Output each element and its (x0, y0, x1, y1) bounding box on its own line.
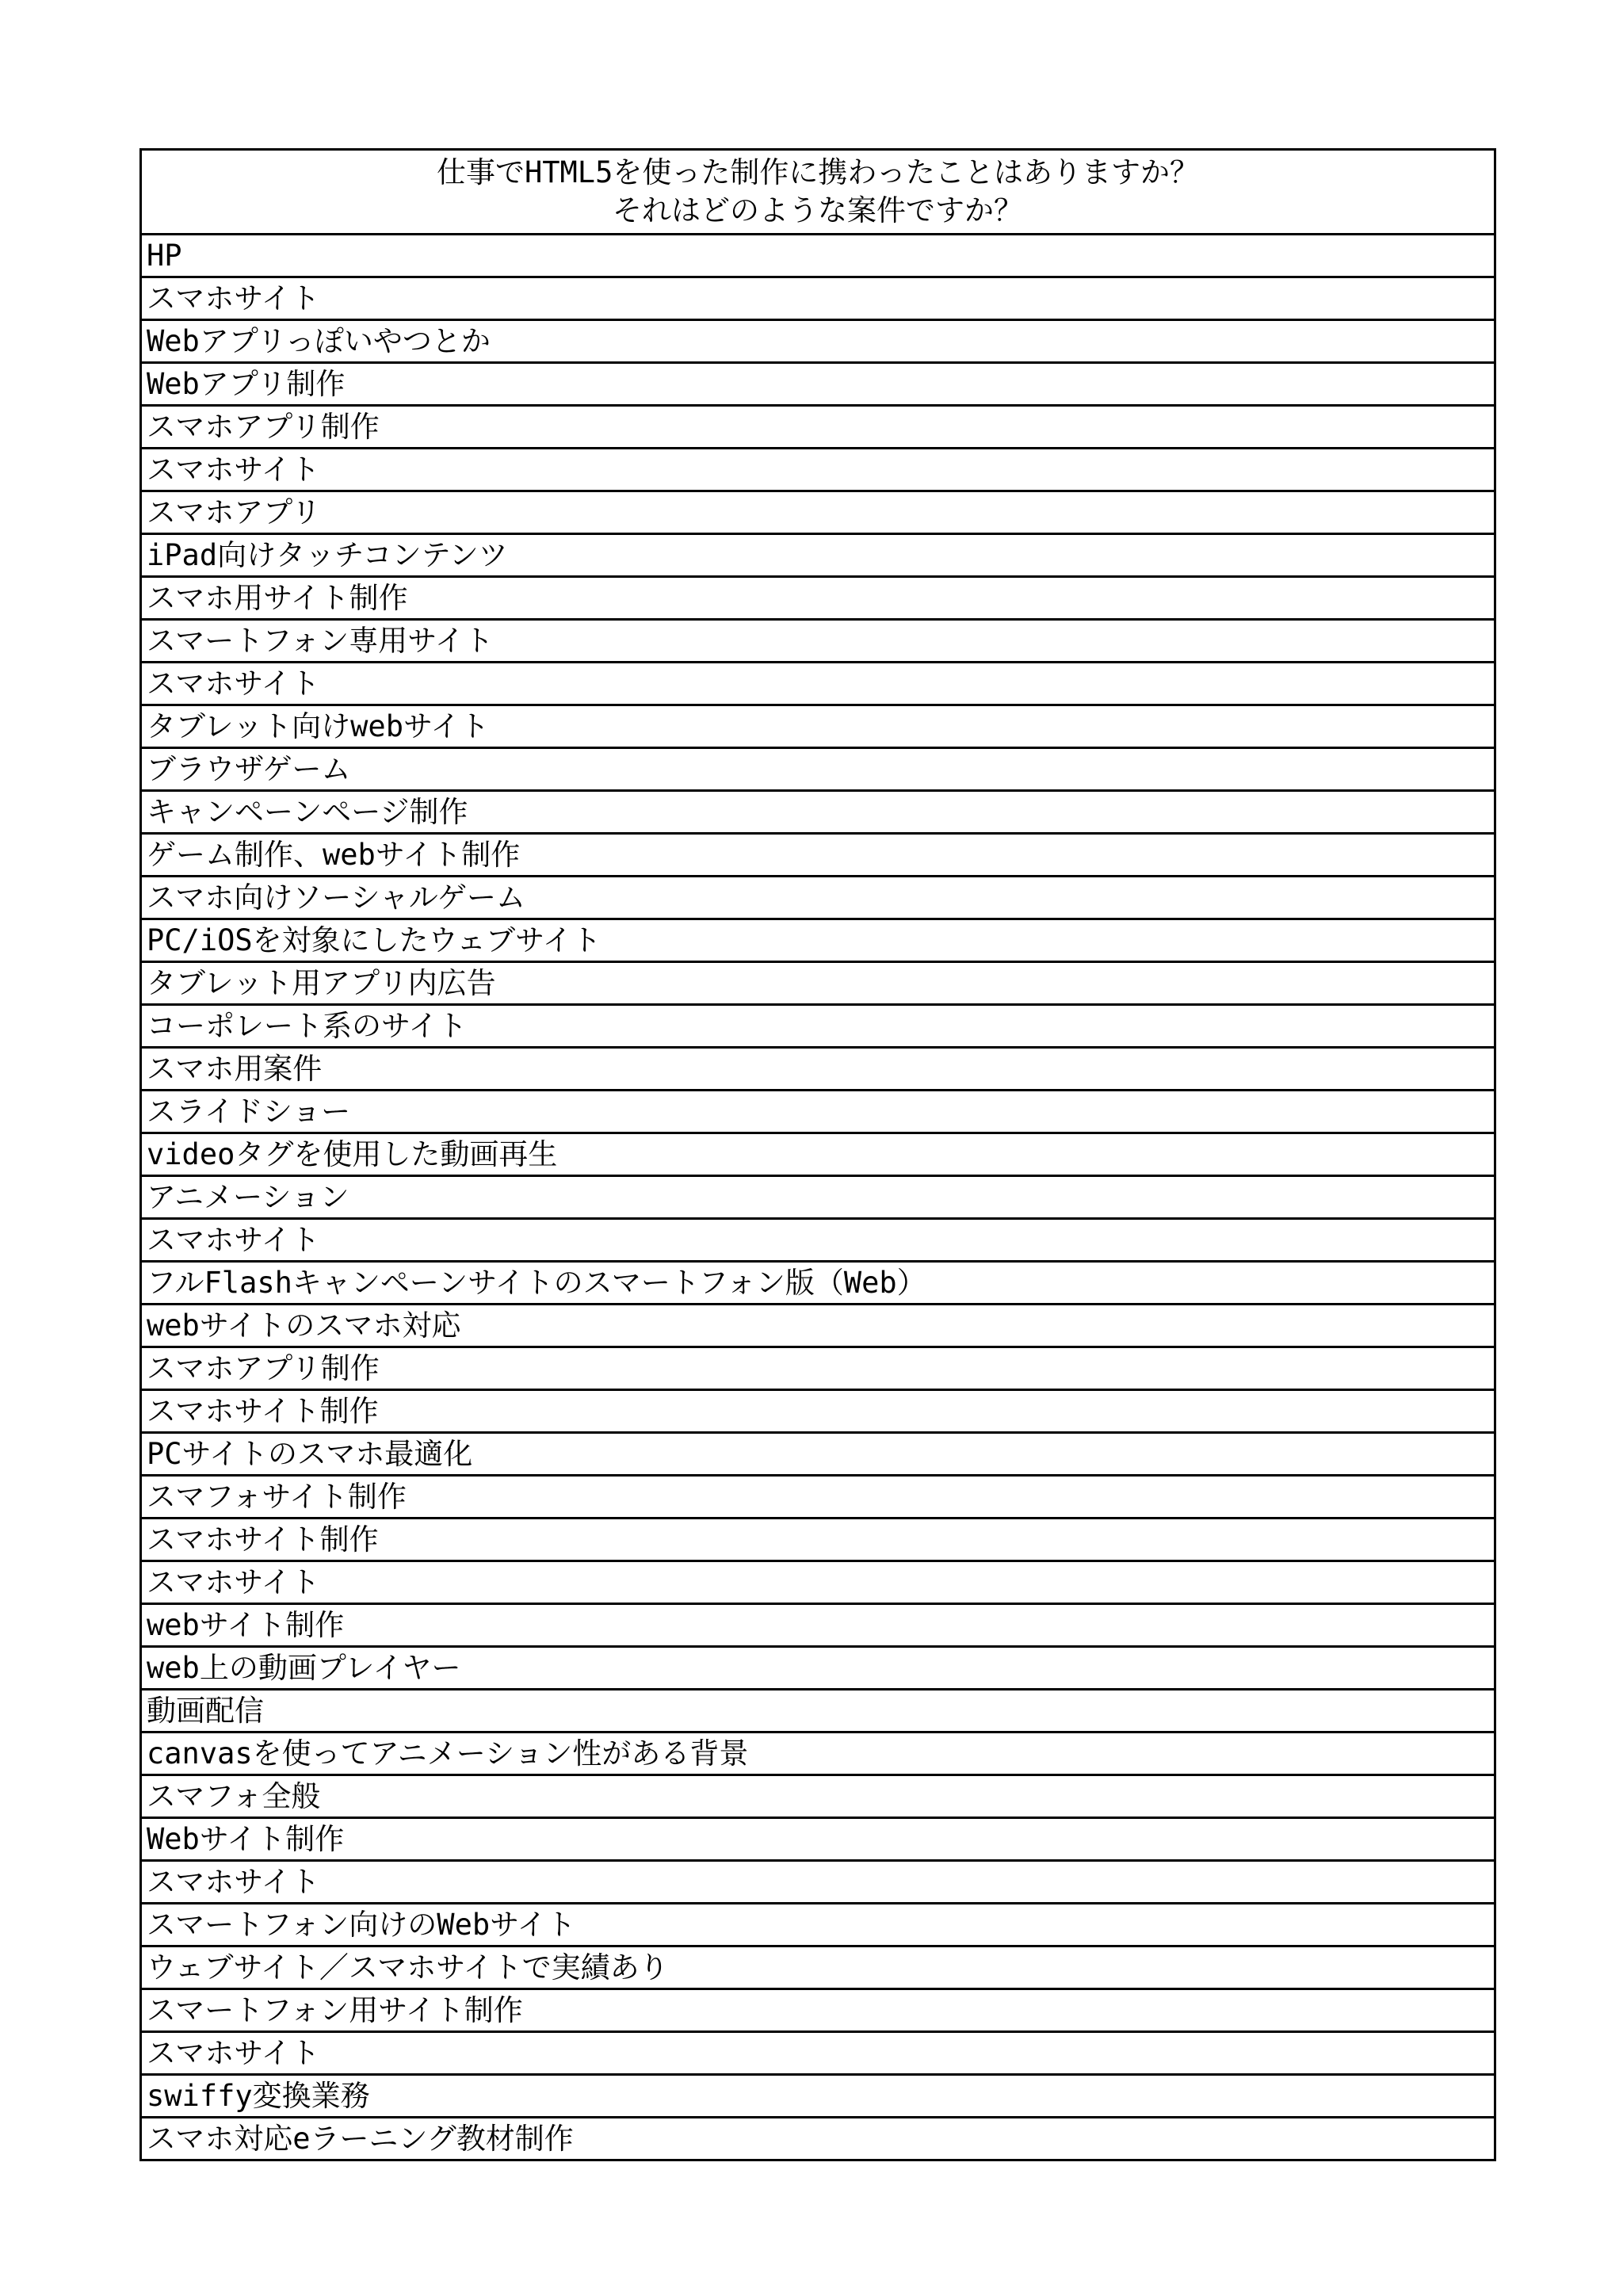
table-row (141, 1561, 1495, 1604)
table-row (141, 1818, 1495, 1861)
table-row (141, 748, 1495, 791)
response-cell: Webアプリ制作 (141, 363, 1495, 406)
table-row (141, 620, 1495, 663)
response-cell: web上の動画プレイヤー (141, 1647, 1495, 1690)
table-row (141, 877, 1495, 919)
table-row (141, 1733, 1495, 1775)
response-cell: スマートフォン向けのWebサイト (141, 1904, 1495, 1946)
response-cell: スマホアプリ制作 (141, 406, 1495, 449)
response-cell: iPad向けタッチコンテンツ (141, 534, 1495, 577)
response-cell: swiffy変換業務 (141, 2075, 1495, 2118)
response-cell: スマホサイト制作 (141, 1519, 1495, 1561)
table-row (141, 1219, 1495, 1262)
response-rows (141, 235, 1495, 2160)
table-row (141, 2075, 1495, 2118)
table-row (141, 1048, 1495, 1091)
table-row (141, 1176, 1495, 1219)
table-row (141, 1262, 1495, 1305)
table-row (141, 1904, 1495, 1946)
response-cell: タブレット用アプリ内広告 (141, 962, 1495, 1005)
response-cell: ブラウザゲーム (141, 748, 1495, 791)
response-cell: コーポレート系のサイト (141, 1005, 1495, 1048)
response-cell: スマホサイト (141, 663, 1495, 705)
table-row (141, 1690, 1495, 1733)
response-cell: スマホ対応eラーニング教材制作 (141, 2118, 1495, 2160)
table-row (141, 1476, 1495, 1519)
table-row (141, 1005, 1495, 1048)
question-header-cell (141, 150, 1495, 235)
table-row (141, 1347, 1495, 1390)
response-cell: スマホアプリ制作 (141, 1347, 1495, 1390)
response-cell: スマホ向けソーシャルゲーム (141, 877, 1495, 919)
response-cell: スマホサイト制作 (141, 1390, 1495, 1433)
table-row (141, 1604, 1495, 1647)
table-row (141, 705, 1495, 748)
response-cell: スマホサイト (141, 449, 1495, 491)
table-row (141, 235, 1495, 277)
table-row (141, 834, 1495, 877)
response-cell: PCサイトのスマホ最適化 (141, 1433, 1495, 1476)
table-row (141, 1433, 1495, 1476)
response-cell: 動画配信 (141, 1690, 1495, 1733)
response-cell: スマホサイト (141, 2032, 1495, 2075)
table-row (141, 406, 1495, 449)
response-cell: スマホ用案件 (141, 1048, 1495, 1091)
table-row (141, 320, 1495, 363)
response-cell: アニメーション (141, 1176, 1495, 1219)
table-row (141, 534, 1495, 577)
table-row (141, 491, 1495, 534)
response-cell: webサイトのスマホ対応 (141, 1305, 1495, 1347)
response-cell: キャンペーンページ制作 (141, 791, 1495, 834)
response-cell: スマフォ全般 (141, 1775, 1495, 1818)
response-cell: タブレット向けwebサイト (141, 705, 1495, 748)
response-cell: HP (141, 235, 1495, 277)
response-cell: ウェブサイト／スマホサイトで実績あり (141, 1946, 1495, 1989)
table-row (141, 1989, 1495, 2032)
table-row (141, 363, 1495, 406)
response-cell: スライドショー (141, 1091, 1495, 1133)
response-cell: スマートフォン用サイト制作 (141, 1989, 1495, 2032)
table-row (141, 663, 1495, 705)
table-row (141, 2118, 1495, 2160)
response-cell: スマホサイト (141, 1861, 1495, 1904)
table-row (141, 1091, 1495, 1133)
table-row (141, 1305, 1495, 1347)
response-cell: スマホアプリ (141, 491, 1495, 534)
response-cell: canvasを使ってアニメーション性がある背景 (141, 1733, 1495, 1775)
table-row (141, 277, 1495, 320)
response-cell: スマホ用サイト制作 (141, 577, 1495, 620)
table-row (141, 1775, 1495, 1818)
response-cell: videoタグを使用した動画再生 (141, 1133, 1495, 1176)
response-cell: ゲーム制作、webサイト制作 (141, 834, 1495, 877)
response-cell: スマートフォン専用サイト (141, 620, 1495, 663)
question-line-1: 仕事でHTML5を使った制作に携わったことはありますか？ (436, 155, 1199, 189)
table-row (141, 1390, 1495, 1433)
response-cell: スマホサイト (141, 1561, 1495, 1604)
table-row (141, 1133, 1495, 1176)
response-cell: スマフォサイト制作 (141, 1476, 1495, 1519)
response-cell: スマホサイト (141, 1219, 1495, 1262)
response-cell: フルFlashキャンペーンサイトのスマートフォン版（Web） (141, 1262, 1495, 1305)
table-row (141, 1647, 1495, 1690)
response-cell: Webサイト制作 (141, 1818, 1495, 1861)
table-row (141, 1946, 1495, 1989)
table-row (141, 1861, 1495, 1904)
table-row (141, 449, 1495, 491)
survey-response-table (139, 148, 1496, 2161)
response-cell: スマホサイト (141, 277, 1495, 320)
table-row (141, 962, 1495, 1005)
table-row (141, 2032, 1495, 2075)
question-line-2: それはどのような案件ですか？ (613, 193, 1023, 227)
table-header-row (141, 150, 1495, 235)
table-row (141, 919, 1495, 962)
response-cell: PC/iOSを対象にしたウェブサイト (141, 919, 1495, 962)
response-cell: Webアプリっぽいやつとか (141, 320, 1495, 363)
table-row (141, 791, 1495, 834)
table-row (141, 577, 1495, 620)
table-row (141, 1519, 1495, 1561)
response-cell: webサイト制作 (141, 1604, 1495, 1647)
